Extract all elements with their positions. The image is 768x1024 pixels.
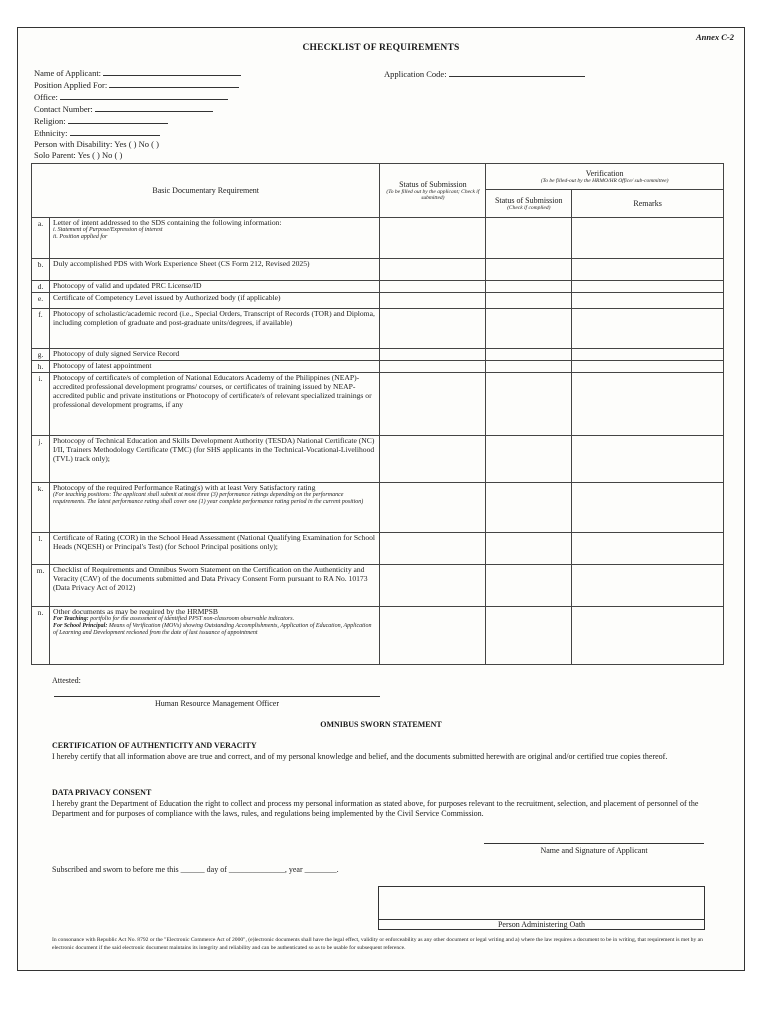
table-row: k. Photocopy of the required Performance Rating(s) with at least Very Satisfactory rating (For teaching positions: The applicant shall submit at most three (3) performance ratings depending on the performance requirements. The latest performance rating shall cover one (1) year complete performance rating period in the current position) [32,483,724,533]
footnote: In consonance with Republic Act No. 8792 or the "Electronic Commerce Act of 2000", (e)lectronic documents shall have the legal effect, validity or enforceability as any other document or legal writing and a) where the law requires a document to be in writing, that requirement is met by an electronic document if the said electronic document maintains its integrity and reliability and can be authenticated so as to be usable for subsequent reference. [52,937,703,951]
applicant-signature-line[interactable] [484,843,704,844]
remarks-cell[interactable] [572,259,724,281]
remarks-cell[interactable] [572,309,724,349]
status-cell[interactable] [380,607,486,665]
remarks-cell[interactable] [572,436,724,483]
status-cell[interactable] [380,281,486,293]
pwd-option[interactable]: Person with Disability: Yes ( ) No ( ) [34,139,159,149]
hrmo-signature-line[interactable] [54,696,380,697]
ethnicity-field[interactable] [70,127,160,136]
app-code-label: Application Code: [384,69,447,79]
verify-cell[interactable] [486,373,572,436]
cav-heading: CERTIFICATION OF AUTHENTICITY AND VERACITY [52,741,257,750]
attested-label: Attested: [52,676,81,685]
table-row: m. Checklist of Requirements and Omnibus Sworn Statement on the Certification on the Authenticity and Veracity (CAV) of the documents submitted and Data Privacy Consent Form pursuant to RA No. 10173 (Data Privacy Act of 2012) [32,565,724,607]
table-row: g. Photocopy of duly signed Service Record [32,349,724,361]
table-row: d. Photocopy of valid and updated PRC License/ID [32,281,724,293]
hrmo-label: Human Resource Management Officer [154,699,280,708]
col-remarks-header: Remarks [572,190,724,218]
contact-field[interactable] [95,103,213,112]
religion-field[interactable] [68,115,168,124]
verify-cell[interactable] [486,607,572,665]
dpc-text: I hereby grant the Department of Education the right to collect and process my personal information as stated above, for purposes relevant to the recruitment, selection, and placement of personnel of the Department and for purposes of compliance with the laws, rules, and regulations being implemented by the Civil Service Commission. [52,799,699,818]
ethnicity-label: Ethnicity: [34,128,68,138]
col-status-header: Status of Submission (To be filled out by the applicant; Check if submitted) [380,164,486,218]
status-cell[interactable] [380,361,486,373]
office-field[interactable] [60,91,228,100]
verify-cell[interactable] [486,565,572,607]
sworn-text: Subscribed and sworn to before me this ______ day of ______________, year ________. [52,865,339,874]
col-status2-header: Status of Submission (Check if complied) [486,190,572,218]
verify-cell[interactable] [486,259,572,281]
status-cell[interactable] [380,483,486,533]
col-verification-header: Verification (To be filled-out by the HRMO/HR Office/ sub-committee) [486,164,724,190]
remarks-cell[interactable] [572,293,724,309]
status-cell[interactable] [380,373,486,436]
applicant-info [34,67,241,161]
name-field[interactable] [103,67,241,76]
status-cell[interactable] [380,349,486,361]
remarks-cell[interactable] [572,533,724,565]
remarks-cell[interactable] [572,483,724,533]
verify-cell[interactable] [486,218,572,259]
status-cell[interactable] [380,259,486,281]
oath-label: Person Administering Oath [497,920,586,929]
remarks-cell[interactable] [572,218,724,259]
verify-cell[interactable] [486,293,572,309]
cav-text: I hereby certify that all information above are true and correct, and of my personal knowledge and belief, and the documents submitted herewith are original and/or certified true copies thereof. [52,752,668,761]
document-title: CHECKLIST OF REQUIREMENTS [302,43,460,53]
verify-cell[interactable] [486,281,572,293]
status-cell[interactable] [380,436,486,483]
table-row: e. Certificate of Competency Level issued by Authorized body (if applicable) [32,293,724,309]
office-label: Office: [34,92,58,102]
table-row: a. Letter of intent addressed to the SDS containing the following information: i. Statement of Purpose/Expression of interest ii. Position applied for [32,218,724,259]
remarks-cell[interactable] [572,281,724,293]
table-row: b. Duly accomplished PDS with Work Experience Sheet (CS Form 212, Revised 2025) [32,259,724,281]
remarks-cell[interactable] [572,607,724,665]
name-label: Name of Applicant: [34,68,102,78]
table-row: h. Photocopy of latest appointment [32,361,724,373]
position-label: Position Applied For: [34,80,108,90]
verify-cell[interactable] [486,533,572,565]
contact-label: Contact Number: [34,104,93,114]
verify-cell[interactable] [486,349,572,361]
dpc-heading: DATA PRIVACY CONSENT [52,788,152,797]
applicant-signature-label: Name and Signature of Applicant [540,846,648,855]
annex-label: Annex C-2 [695,32,734,42]
solo-parent-option[interactable]: Solo Parent: Yes ( ) No ( ) [34,150,123,160]
verify-cell[interactable] [486,436,572,483]
verify-cell[interactable] [486,361,572,373]
status-cell[interactable] [380,565,486,607]
verify-cell[interactable] [486,483,572,533]
verify-cell[interactable] [486,309,572,349]
app-code-field[interactable] [449,68,585,77]
table-row: l. Certificate of Rating (COR) in the School Head Assessment (National Qualifying Examination for School Heads (NQESH) or Principal's Test) (for School Principal positions only); [32,533,724,565]
religion-label: Religion: [34,116,66,126]
table-row: i. Photocopy of certificate/s of completion of National Educators Academy of the Philippines (NEAP)-accredited professional development programs/ courses, or certificates of training issued by NEAP-accredited public and private institutions or Photocopy of certificate/s of relevant specialized trainings or professional development programs, if any [32,373,724,436]
application-code [384,68,585,79]
col-requirement-header: Basic Documentary Requirement [32,164,380,218]
status-cell[interactable] [380,533,486,565]
remarks-cell[interactable] [572,349,724,361]
table-row: f. Photocopy of scholastic/academic record (i.e., Special Orders, Transcript of Records (TOR) and Diploma, including completion of graduate and post-graduate units/degrees, if available) [32,309,724,349]
table-row: j. Photocopy of Technical Education and Skills Development Authority (TESDA) National Certificate (NC) I/II, Trainers Methodology Certificate (TMC) (for SHS applicants in the Technical-Vocational-Livelihood (TVL) track only); [32,436,724,483]
remarks-cell[interactable] [572,373,724,436]
status-cell[interactable] [380,309,486,349]
document-page [17,27,745,971]
position-field[interactable] [109,79,239,88]
remarks-cell[interactable] [572,565,724,607]
table-row: n. Other documents as may be required by the HRMPSB For Teaching: portfolio for the assessment of identified PPST non-classroom observable indicators. For School Principal: Means of Verification (MOVs) showing Outstanding Accomplishments, Application of Education, Application of Learning and Development reckoned from the date of last issuance of appointment [32,607,724,665]
status-cell[interactable] [380,218,486,259]
status-cell[interactable] [380,293,486,309]
oath-box[interactable] [378,886,705,930]
remarks-cell[interactable] [572,361,724,373]
omnibus-title: OMNIBUS SWORN STATEMENT [320,720,442,729]
requirements-table [31,163,724,665]
